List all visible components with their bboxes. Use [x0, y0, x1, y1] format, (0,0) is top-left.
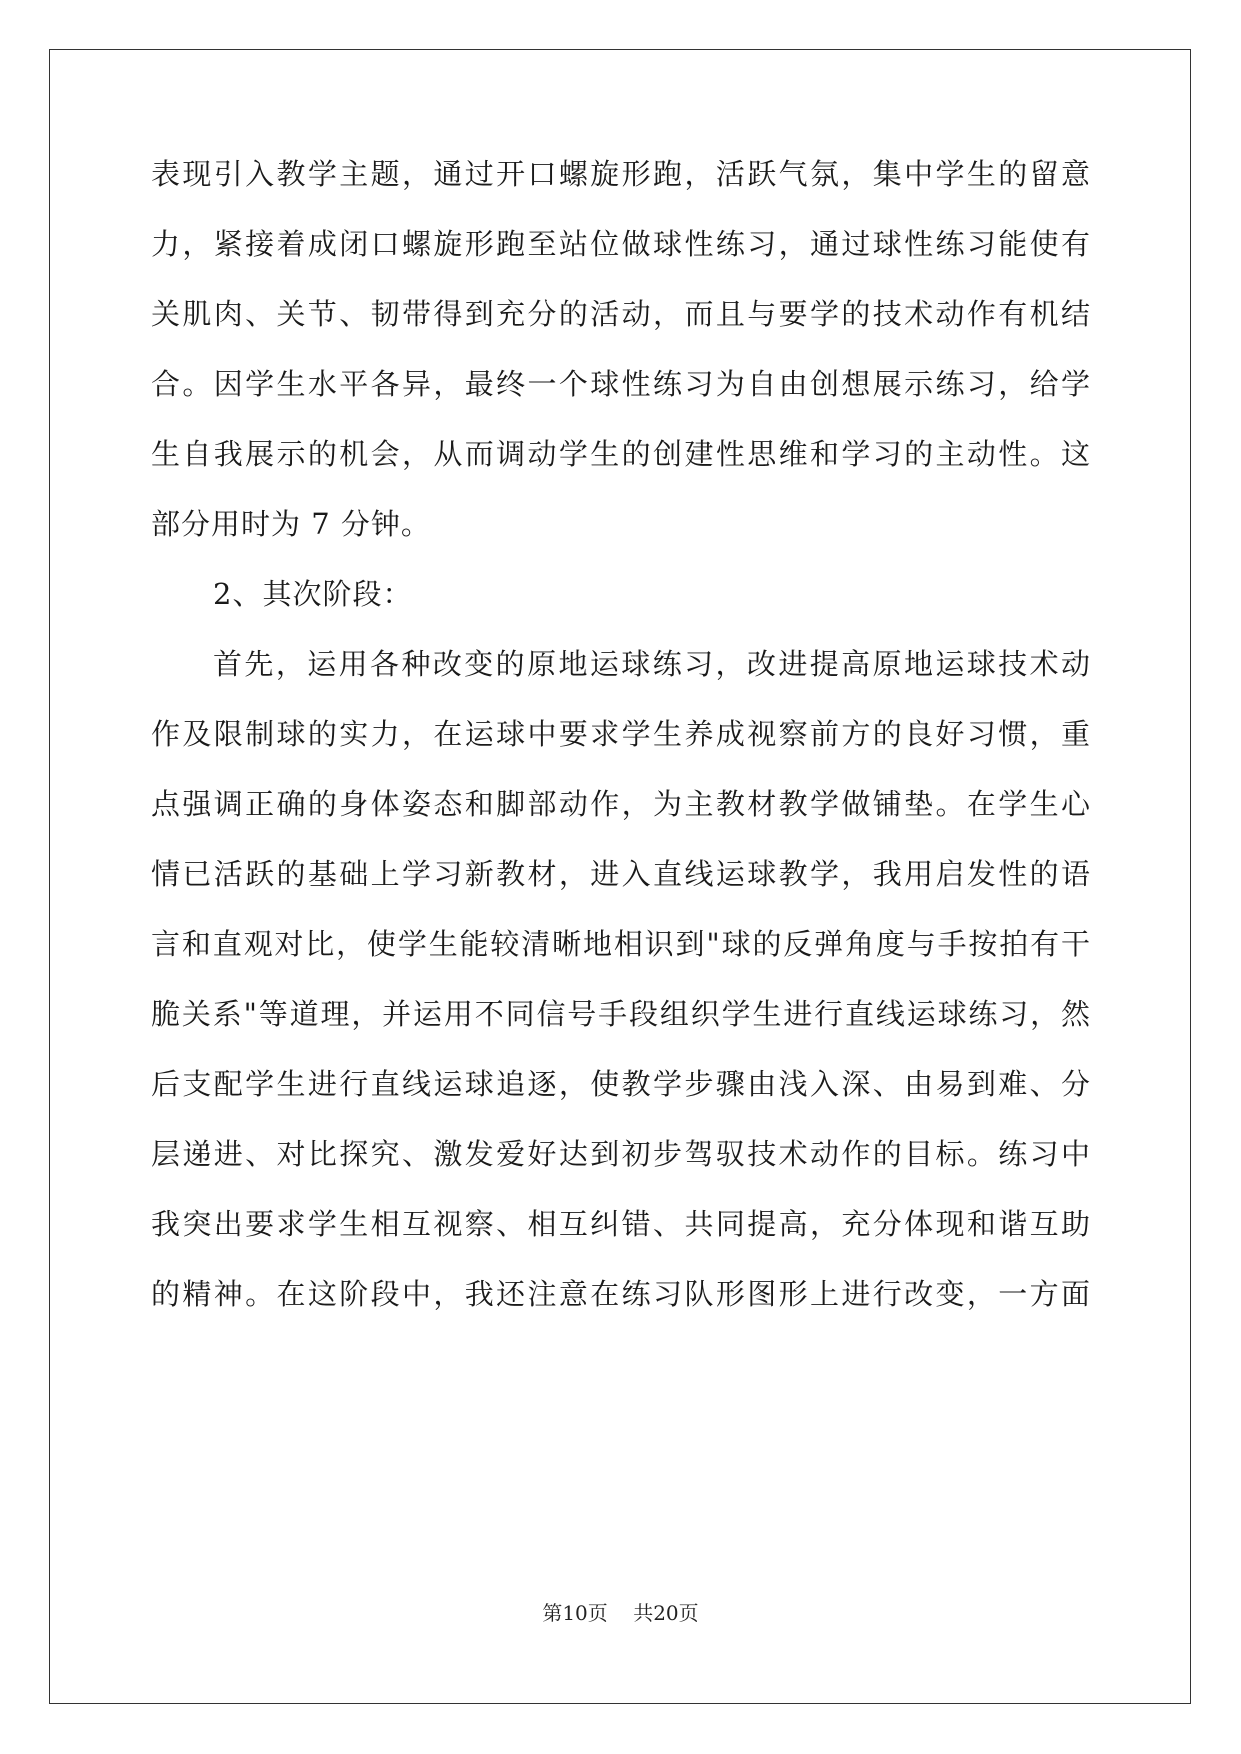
paragraph-line: 作及限制球的实力，在运球中要求学生养成视察前方的良好习惯，重: [151, 717, 1091, 751]
paragraph-line: 后支配学生进行直线运球追逐，使教学步骤由浅入深、由易到难、分: [151, 1067, 1091, 1101]
paragraph-line: 力，紧接着成闭口螺旋形跑至站位做球性练习，通过球性练习能使有: [151, 227, 1091, 261]
page-number: 第10页 共20页: [542, 1601, 699, 1625]
section-heading: 2、其次阶段：: [213, 577, 413, 611]
paragraph-line: 关肌肉、关节、韧带得到充分的活动，而且与要学的技术动作有机结: [151, 297, 1091, 331]
paragraph-line: 层递进、对比探究、激发爱好达到初步驾驭技术动作的目标。练习中: [151, 1137, 1091, 1171]
paragraph-line: 言和直观对比，使学生能较清晰地相识到"球的反弹角度与手按拍有干: [151, 927, 1091, 961]
paragraph-line: 合。因学生水平各异，最终一个球性练习为自由创想展示练习，给学: [151, 367, 1091, 401]
paragraph-line: 脆关系"等道理，并运用不同信号手段组织学生进行直线运球练习，然: [151, 997, 1091, 1031]
paragraph-line: 点强调正确的身体姿态和脚部动作，为主教材教学做铺垫。在学生心: [151, 787, 1091, 821]
paragraph-line: 我突出要求学生相互视察、相互纠错、共同提高，充分体现和谐互助: [151, 1207, 1091, 1241]
paragraph-line: 生自我展示的机会，从而调动学生的创建性思维和学习的主动性。这: [151, 437, 1091, 471]
paragraph-line: 部分用时为 7 分钟。: [151, 507, 431, 541]
paragraph-line: 的精神。在这阶段中，我还注意在练习队形图形上进行改变，一方面: [151, 1277, 1091, 1311]
paragraph-line: 首先，运用各种改变的原地运球练习，改进提高原地运球技术动: [213, 647, 1091, 681]
paragraph-line: 表现引入教学主题，通过开口螺旋形跑，活跃气氛，集中学生的留意: [151, 157, 1091, 191]
paragraph-line: 情已活跃的基础上学习新教材，进入直线运球教学，我用启发性的语: [151, 857, 1091, 891]
